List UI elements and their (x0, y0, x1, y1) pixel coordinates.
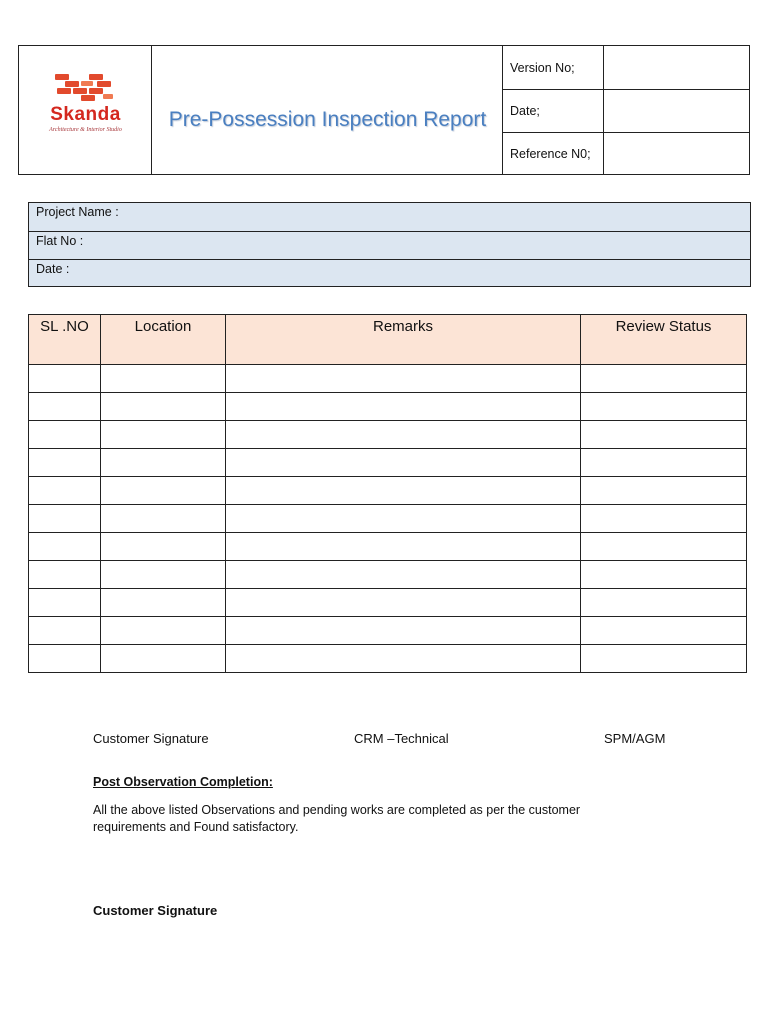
version-value-field[interactable] (604, 46, 749, 89)
spm-agm-signature-label: SPM/AGM (604, 731, 666, 746)
title-cell (152, 46, 503, 174)
remarks-cell[interactable] (226, 561, 581, 589)
logo-wordmark: Skanda (50, 104, 121, 125)
meta-row-version (503, 46, 749, 89)
table-row (29, 533, 747, 561)
review-status-cell[interactable] (581, 561, 747, 589)
project-info-block (28, 202, 751, 287)
logo-cell (19, 46, 152, 174)
review-status-cell[interactable] (581, 589, 747, 617)
post-observation-title: Post Observation Completion: (93, 775, 273, 789)
flat-no-field[interactable] (29, 231, 750, 259)
sl-no-cell[interactable] (29, 477, 101, 505)
field-label: Date : (36, 262, 70, 276)
table-row (29, 561, 747, 589)
column-header-remarks: Remarks (226, 315, 581, 365)
meta-label: Date; (503, 90, 604, 132)
report-title: Pre-Possession Inspection Report (168, 108, 487, 131)
location-cell[interactable] (101, 505, 226, 533)
review-status-cell[interactable] (581, 645, 747, 673)
remarks-cell[interactable] (226, 533, 581, 561)
table-row (29, 449, 747, 477)
date-value-field[interactable] (604, 90, 749, 132)
meta-row-date (503, 89, 749, 132)
location-cell[interactable] (101, 617, 226, 645)
column-header-sl-no: SL .NO (29, 315, 101, 365)
skanda-logo-icon (53, 72, 117, 102)
table-body (29, 365, 747, 673)
reference-value-field[interactable] (604, 133, 749, 174)
field-label: Flat No : (36, 234, 84, 248)
location-cell[interactable] (101, 589, 226, 617)
review-status-cell[interactable] (581, 393, 747, 421)
crm-technical-signature-label: CRM –Technical (354, 731, 449, 746)
location-cell[interactable] (101, 533, 226, 561)
remarks-cell[interactable] (226, 421, 581, 449)
remarks-cell[interactable] (226, 645, 581, 673)
location-cell[interactable] (101, 477, 226, 505)
meta-row-reference (503, 132, 749, 174)
location-cell[interactable] (101, 421, 226, 449)
column-header-location: Location (101, 315, 226, 365)
column-header-review-status: Review Status (581, 315, 747, 365)
post-observation-text: All the above listed Observations and pending works are completed as per the customer requirements and Found satisfactory. (93, 803, 581, 834)
sl-no-cell[interactable] (29, 505, 101, 533)
review-status-cell[interactable] (581, 365, 747, 393)
table-row (29, 477, 747, 505)
remarks-cell[interactable] (226, 477, 581, 505)
location-cell[interactable] (101, 393, 226, 421)
report-header (18, 45, 750, 175)
review-status-cell[interactable] (581, 533, 747, 561)
sl-no-cell[interactable] (29, 617, 101, 645)
sl-no-cell[interactable] (29, 589, 101, 617)
sl-no-cell[interactable] (29, 533, 101, 561)
location-cell[interactable] (101, 365, 226, 393)
review-status-cell[interactable] (581, 449, 747, 477)
sl-no-cell[interactable] (29, 561, 101, 589)
field-label: Project Name : (36, 205, 119, 219)
remarks-cell[interactable] (226, 365, 581, 393)
table-row (29, 617, 747, 645)
table-header-row (29, 315, 747, 365)
table-row (29, 589, 747, 617)
final-customer-signature-label: Customer Signature (93, 903, 218, 918)
remarks-cell[interactable] (226, 393, 581, 421)
table-row (29, 365, 747, 393)
sl-no-cell[interactable] (29, 449, 101, 477)
remarks-cell[interactable] (226, 449, 581, 477)
meta-grid (503, 46, 749, 174)
sl-no-cell[interactable] (29, 393, 101, 421)
sl-no-cell[interactable] (29, 645, 101, 673)
location-cell[interactable] (101, 561, 226, 589)
table-row (29, 393, 747, 421)
sl-no-cell[interactable] (29, 421, 101, 449)
logo-tagline: Architecture & Interior Studio (49, 127, 122, 133)
review-status-cell[interactable] (581, 477, 747, 505)
review-status-cell[interactable] (581, 421, 747, 449)
review-status-cell[interactable] (581, 505, 747, 533)
inspection-table (28, 314, 747, 673)
remarks-cell[interactable] (226, 589, 581, 617)
review-status-cell[interactable] (581, 617, 747, 645)
customer-signature-label: Customer Signature (93, 731, 209, 746)
project-date-field[interactable] (29, 259, 750, 287)
location-cell[interactable] (101, 449, 226, 477)
meta-label: Reference N0; (503, 133, 604, 174)
meta-label: Version No; (503, 46, 604, 89)
remarks-cell[interactable] (226, 505, 581, 533)
sl-no-cell[interactable] (29, 365, 101, 393)
remarks-cell[interactable] (226, 617, 581, 645)
location-cell[interactable] (101, 645, 226, 673)
table-row (29, 505, 747, 533)
table-row (29, 645, 747, 673)
project-name-field[interactable] (29, 203, 750, 231)
table-row (29, 421, 747, 449)
